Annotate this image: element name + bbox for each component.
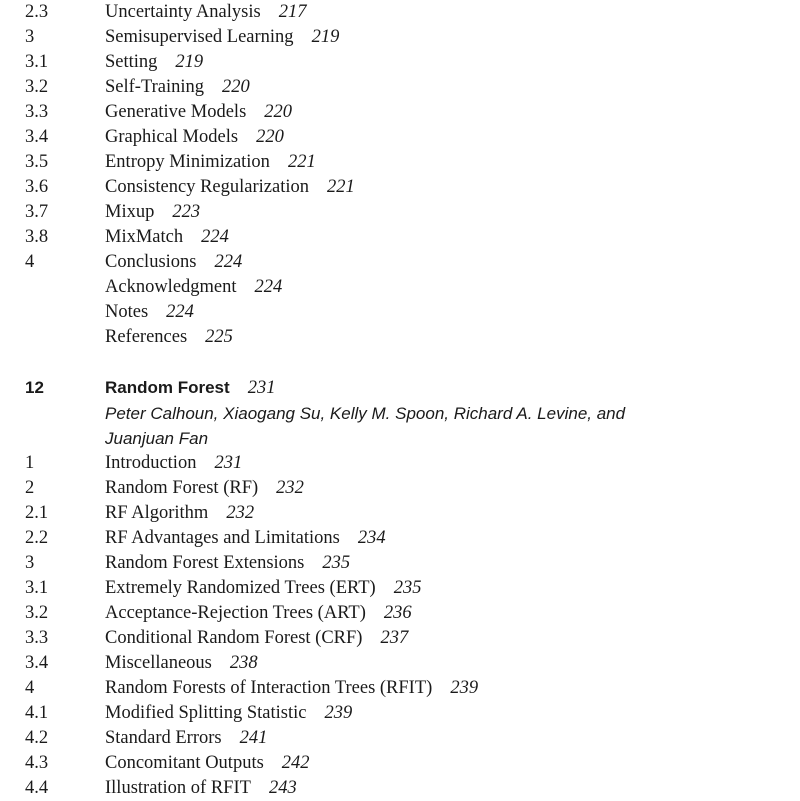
toc-entry-page: 224 xyxy=(166,302,194,322)
toc-entry-title: Entropy Minimization xyxy=(105,152,270,172)
toc-entry-page: 221 xyxy=(326,177,355,197)
chapter-number: 12 xyxy=(25,378,44,397)
toc-entry[interactable] xyxy=(0,125,800,150)
chapter-heading[interactable] xyxy=(0,376,800,401)
toc-entry-page: 224 xyxy=(201,227,229,247)
toc-entry-number: 3.7 xyxy=(25,202,49,222)
toc-entry-number: 3.1 xyxy=(25,578,49,598)
toc-entry[interactable] xyxy=(0,501,800,526)
toc-entry[interactable] xyxy=(0,50,800,75)
chapter-page: 231 xyxy=(247,378,276,398)
toc-entry-title: Conclusions xyxy=(105,252,197,272)
toc-entry[interactable] xyxy=(0,551,800,576)
toc-entry-title: Miscellaneous xyxy=(105,653,212,673)
toc-entry[interactable] xyxy=(0,576,800,601)
toc-entry-page: 239 xyxy=(324,703,353,723)
toc-entry-title: Random Forests of Interaction Trees (RFIT) xyxy=(105,678,433,698)
toc-entry[interactable] xyxy=(0,726,800,751)
toc-entry-title: Extremely Randomized Trees (ERT) xyxy=(105,578,376,598)
toc-entry-page: 220 xyxy=(256,127,284,147)
toc-entry-page: 223 xyxy=(172,202,201,222)
chapter-authors: Juanjuan Fan xyxy=(105,429,209,448)
toc-entry-number: 3 xyxy=(25,27,35,47)
toc-entry-number: 3.2 xyxy=(25,77,49,97)
toc-entry-page: 224 xyxy=(214,252,243,272)
toc-entry-page: 239 xyxy=(450,678,479,698)
toc-entry-page: 231 xyxy=(214,453,243,473)
toc-entry-title: Self-Training xyxy=(105,77,205,97)
toc-entry[interactable] xyxy=(0,25,800,50)
toc-entry-number: 4.3 xyxy=(25,753,49,773)
toc-entry-title: Modified Splitting Statistic xyxy=(105,703,307,723)
toc-entry[interactable] xyxy=(0,175,800,200)
toc-entry-number: 3.4 xyxy=(25,653,49,673)
toc-entry-page: 219 xyxy=(175,52,204,72)
toc-entry-page: 221 xyxy=(287,152,316,172)
toc-entry-number: 4 xyxy=(25,252,35,272)
toc-entry-page: 235 xyxy=(393,578,422,598)
toc-entry[interactable] xyxy=(0,601,800,626)
toc-entry[interactable] xyxy=(0,476,800,501)
toc-entry-page: 220 xyxy=(264,102,293,122)
toc-entry[interactable] xyxy=(0,200,800,225)
toc-entry-number: 4 xyxy=(25,678,35,698)
toc-entry-page: 217 xyxy=(278,2,307,22)
toc-entry-title: Conditional Random Forest (CRF) xyxy=(105,628,363,648)
toc-entry-page: 224 xyxy=(254,277,283,297)
toc-entry[interactable] xyxy=(0,751,800,776)
toc-entry-page: 242 xyxy=(281,753,310,773)
toc-entry-number: 4.2 xyxy=(25,728,49,748)
toc-entry[interactable] xyxy=(0,150,800,175)
toc-entry-title: Setting xyxy=(105,52,158,72)
toc-entry[interactable] xyxy=(0,225,800,250)
toc-entry[interactable] xyxy=(0,701,800,726)
toc-entry-page: 235 xyxy=(322,553,351,573)
toc-entry-title: Random Forest Extensions xyxy=(105,553,305,573)
toc-entry-title: Standard Errors xyxy=(105,728,222,748)
toc-entry-number: 2.2 xyxy=(25,528,49,548)
toc-entry-number: 3.3 xyxy=(25,628,49,648)
toc-entry-title: Illustration of RFIT xyxy=(105,778,251,798)
toc-entry-title: Consistency Regularization xyxy=(105,177,309,197)
toc-entry-title: Graphical Models xyxy=(105,127,239,147)
toc-entry-number: 2.1 xyxy=(25,503,49,523)
chapter-authors: Peter Calhoun, Xiaogang Su, Kelly M. Spoon, Richard A. Levine, and xyxy=(105,404,626,423)
toc-entry-page: 225 xyxy=(205,327,233,347)
toc-entry-title: Generative Models xyxy=(105,102,247,122)
toc-entry-page: 234 xyxy=(357,528,386,548)
toc-entry[interactable] xyxy=(0,451,800,476)
toc-entry-title: MixMatch xyxy=(105,227,184,247)
toc-entry-number: 3.1 xyxy=(25,52,49,72)
toc-entry[interactable] xyxy=(0,300,800,325)
toc-entry-number: 4.4 xyxy=(25,778,49,798)
toc-entry-number: 3.2 xyxy=(25,603,49,623)
toc-entry-page: 236 xyxy=(383,603,412,623)
toc-entry-page: 220 xyxy=(222,77,250,97)
toc-entry-title: Random Forest (RF) xyxy=(105,478,259,498)
toc-entry[interactable] xyxy=(0,100,800,125)
toc-entry-page: 219 xyxy=(311,27,340,47)
toc-entry[interactable] xyxy=(0,526,800,551)
toc-entry[interactable] xyxy=(0,275,800,300)
toc-entry[interactable] xyxy=(0,0,800,25)
toc-entry-title: Notes xyxy=(105,302,149,322)
toc-entry-number: 4.1 xyxy=(25,703,49,723)
toc-entry[interactable] xyxy=(0,676,800,701)
toc-entry-number: 3 xyxy=(25,553,35,573)
toc-entry-number: 2 xyxy=(25,478,35,498)
toc-entry-number: 3.4 xyxy=(25,127,49,147)
toc-entry-title: Acknowledgment xyxy=(105,277,237,297)
toc-entry[interactable] xyxy=(0,325,800,350)
toc-entry-title: Mixup xyxy=(105,202,155,222)
toc-entry-page: 232 xyxy=(226,503,255,523)
toc-entry-page: 238 xyxy=(229,653,258,673)
toc-entry-number: 1 xyxy=(25,453,35,473)
toc-entry[interactable] xyxy=(0,776,800,801)
toc-entry-number: 3.8 xyxy=(25,227,49,247)
toc-entry-title: RF Algorithm xyxy=(105,503,209,523)
toc-entry-number: 3.5 xyxy=(25,152,49,172)
toc-entry-number: 2.3 xyxy=(25,2,49,22)
toc-entry-title: Semisupervised Learning xyxy=(105,27,294,47)
toc-entry-title: Introduction xyxy=(105,453,197,473)
toc-entry-page: 232 xyxy=(276,478,304,498)
toc-entry-page: 241 xyxy=(239,728,268,748)
toc-entry[interactable] xyxy=(0,626,800,651)
toc-entry-number: 3.6 xyxy=(25,177,49,197)
toc-entry[interactable] xyxy=(0,75,800,100)
toc-entry-page: 243 xyxy=(268,778,297,798)
toc-entry-title: Uncertainty Analysis xyxy=(105,2,261,22)
toc-entry-title: Concomitant Outputs xyxy=(105,753,264,773)
toc-entry-title: References xyxy=(105,327,188,347)
chapter-title: Random Forest xyxy=(105,378,230,397)
toc-entry-title: Acceptance-Rejection Trees (ART) xyxy=(105,603,366,623)
toc-entry-number: 3.3 xyxy=(25,102,49,122)
toc-entry[interactable] xyxy=(0,651,800,676)
toc-entry-title: RF Advantages and Limitations xyxy=(105,528,340,548)
toc-entry-page: 237 xyxy=(380,628,409,648)
toc-entry[interactable] xyxy=(0,250,800,275)
